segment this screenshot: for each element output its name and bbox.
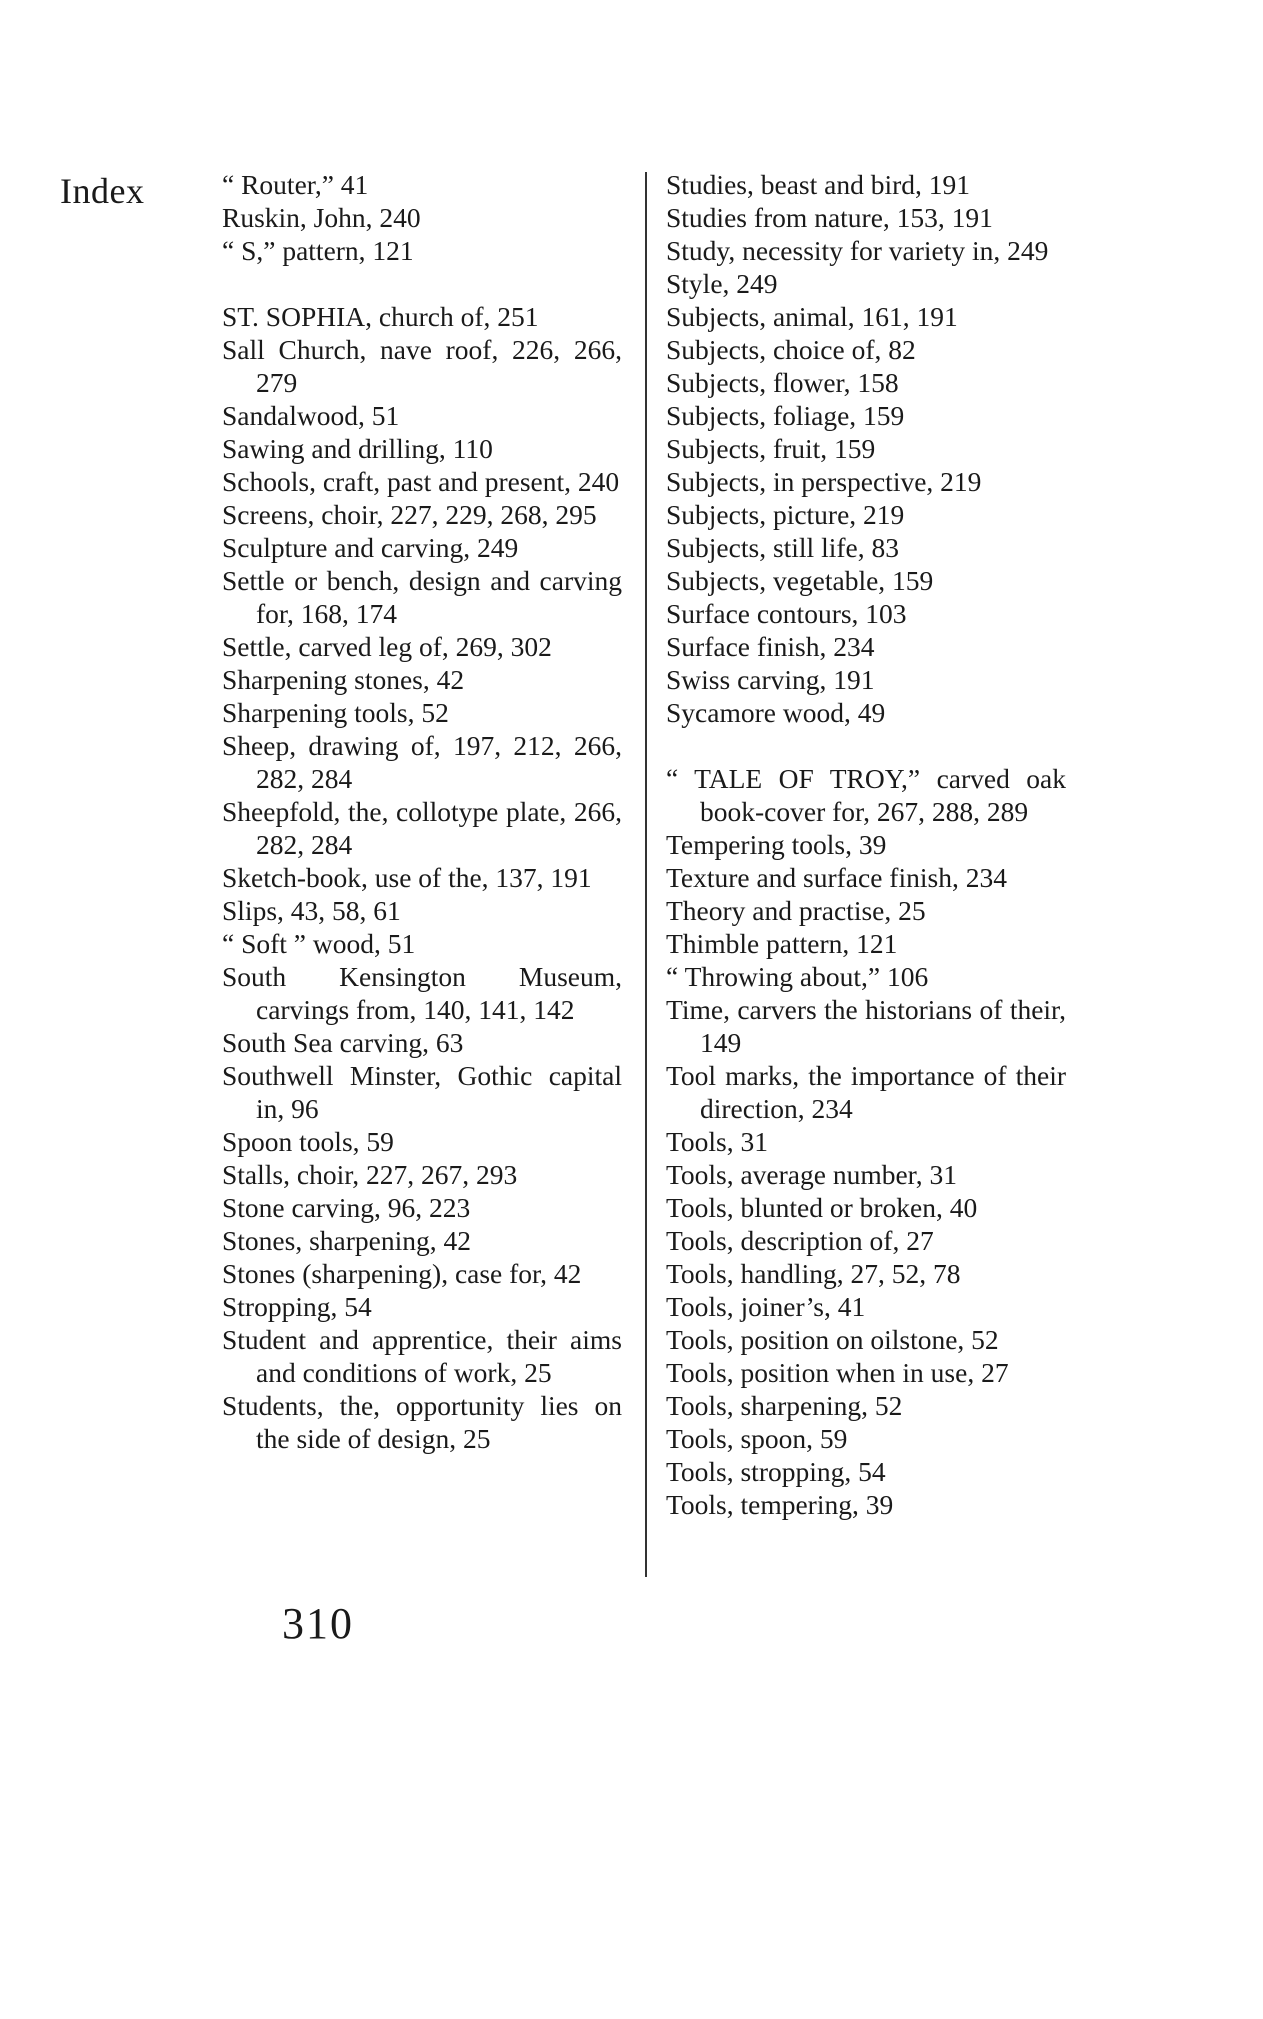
index-entry: Subjects, in perspective, 219	[666, 466, 982, 497]
index-entry: Subjects, choice of, 82	[666, 334, 916, 365]
index-entry: South Kensington Museum, carvings from, 140, 141, 142	[222, 961, 622, 1025]
index-entry: Studies from nature, 153, 191	[666, 202, 993, 233]
index-entry: Subjects, animal, 161, 191	[666, 301, 958, 332]
index-entry: Sall Church, nave roof, 226, 266, 279	[222, 334, 622, 398]
index-entry: Tools, stropping, 54	[666, 1456, 886, 1487]
index-entry: Stone carving, 96, 223	[222, 1192, 471, 1223]
index-entry: Tool marks, the importance of their direction, 234	[666, 1060, 1066, 1124]
index-entry: Tools, joiner’s, 41	[666, 1291, 866, 1322]
index-entry: Sawing and drilling, 110	[222, 433, 493, 464]
index-entry: Southwell Minster, Gothic capital in, 96	[222, 1060, 622, 1124]
index-entry: Student and apprentice, their aims and conditions of work, 25	[222, 1324, 622, 1388]
index-entry: Style, 249	[666, 268, 778, 299]
index-entry: Subjects, fruit, 159	[666, 433, 876, 464]
index-entry: Sheep, drawing of, 197, 212, 266, 282, 284	[222, 730, 622, 794]
index-entry: Ruskin, John, 240	[222, 202, 421, 233]
index-entry: Surface contours, 103	[666, 598, 907, 629]
page-number: 310	[282, 1599, 354, 1648]
index-entry: Stones (sharpening), case for, 42	[222, 1258, 582, 1289]
index-entry: Sheepfold, the, collotype plate, 266, 282, 284	[222, 796, 622, 860]
index-entry: Subjects, foliage, 159	[666, 400, 905, 431]
column-divider	[645, 172, 647, 1577]
entry-gap	[222, 267, 622, 300]
index-entry: Students, the, opportunity lies on the side of design, 25	[222, 1390, 622, 1454]
index-entry: Thimble pattern, 121	[666, 928, 898, 959]
index-entry: “ S,” pattern, 121	[222, 235, 414, 266]
index-entry: Surface finish, 234	[666, 631, 875, 662]
page-label: Index	[60, 171, 145, 211]
index-entry: “ Soft ” wood, 51	[222, 928, 416, 959]
index-entry: Tools, position when in use, 27	[666, 1357, 1009, 1388]
index-entry: Tools, sharpening, 52	[666, 1390, 903, 1421]
index-entry: Tools, description of, 27	[666, 1225, 934, 1256]
entry-gap	[666, 729, 1066, 762]
index-entry: Sculpture and carving, 249	[222, 532, 519, 563]
index-entry: Spoon tools, 59	[222, 1126, 394, 1157]
index-entry: South Sea carving, 63	[222, 1027, 464, 1058]
index-entry: Screens, choir, 227, 229, 268, 295	[222, 499, 597, 530]
index-entry: “ TALE OF TROY,” carved oak book-cover for, 267, 288, 289	[666, 763, 1066, 827]
index-entry: ST. SOPHIA, church of, 251	[222, 301, 539, 332]
index-entry: Subjects, picture, 219	[666, 499, 905, 530]
index-entry: Texture and surface finish, 234	[666, 862, 1007, 893]
index-entry: Sharpening stones, 42	[222, 664, 465, 695]
index-entry: Tools, blunted or broken, 40	[666, 1192, 978, 1223]
index-entry: Subjects, flower, 158	[666, 367, 899, 398]
index-entry: Slips, 43, 58, 61	[222, 895, 401, 926]
index-entry: Theory and practise, 25	[666, 895, 926, 926]
index-entry: Subjects, vegetable, 159	[666, 565, 934, 596]
index-entry: Sharpening tools, 52	[222, 697, 449, 728]
index-column-left	[222, 168, 622, 1455]
index-entry: “ Router,” 41	[222, 169, 369, 200]
index-entry: Swiss carving, 191	[666, 664, 875, 695]
index-entry: Time, carvers the historians of their, 149	[666, 994, 1066, 1058]
index-entry: Tools, average number, 31	[666, 1159, 957, 1190]
index-entry: Stones, sharpening, 42	[222, 1225, 472, 1256]
index-entry: Settle, carved leg of, 269, 302	[222, 631, 552, 662]
index-entry: Settle or bench, design and carving for, 168, 174	[222, 565, 622, 629]
index-entry: Tools, spoon, 59	[666, 1423, 848, 1454]
index-entry: Sketch-book, use of the, 137, 191	[222, 862, 592, 893]
index-entry: Schools, craft, past and present, 240	[222, 466, 620, 497]
index-entry: Tools, position on oilstone, 52	[666, 1324, 999, 1355]
index-entry: Stropping, 54	[222, 1291, 372, 1322]
index-entry: Stalls, choir, 227, 267, 293	[222, 1159, 518, 1190]
index-entry: Subjects, still life, 83	[666, 532, 899, 563]
index-entry: Sycamore wood, 49	[666, 697, 886, 728]
index-entry: Tools, 31	[666, 1126, 768, 1157]
index-entry: Tools, tempering, 39	[666, 1489, 894, 1520]
index-column-right	[666, 168, 1066, 1521]
index-entry: Tempering tools, 39	[666, 829, 887, 860]
index-entry: Tools, handling, 27, 52, 78	[666, 1258, 961, 1289]
index-entry: “ Throwing about,” 106	[666, 961, 929, 992]
index-entry: Study, necessity for variety in, 249	[666, 235, 1049, 266]
index-entry: Sandalwood, 51	[222, 400, 400, 431]
index-entry: Studies, beast and bird, 191	[666, 169, 970, 200]
